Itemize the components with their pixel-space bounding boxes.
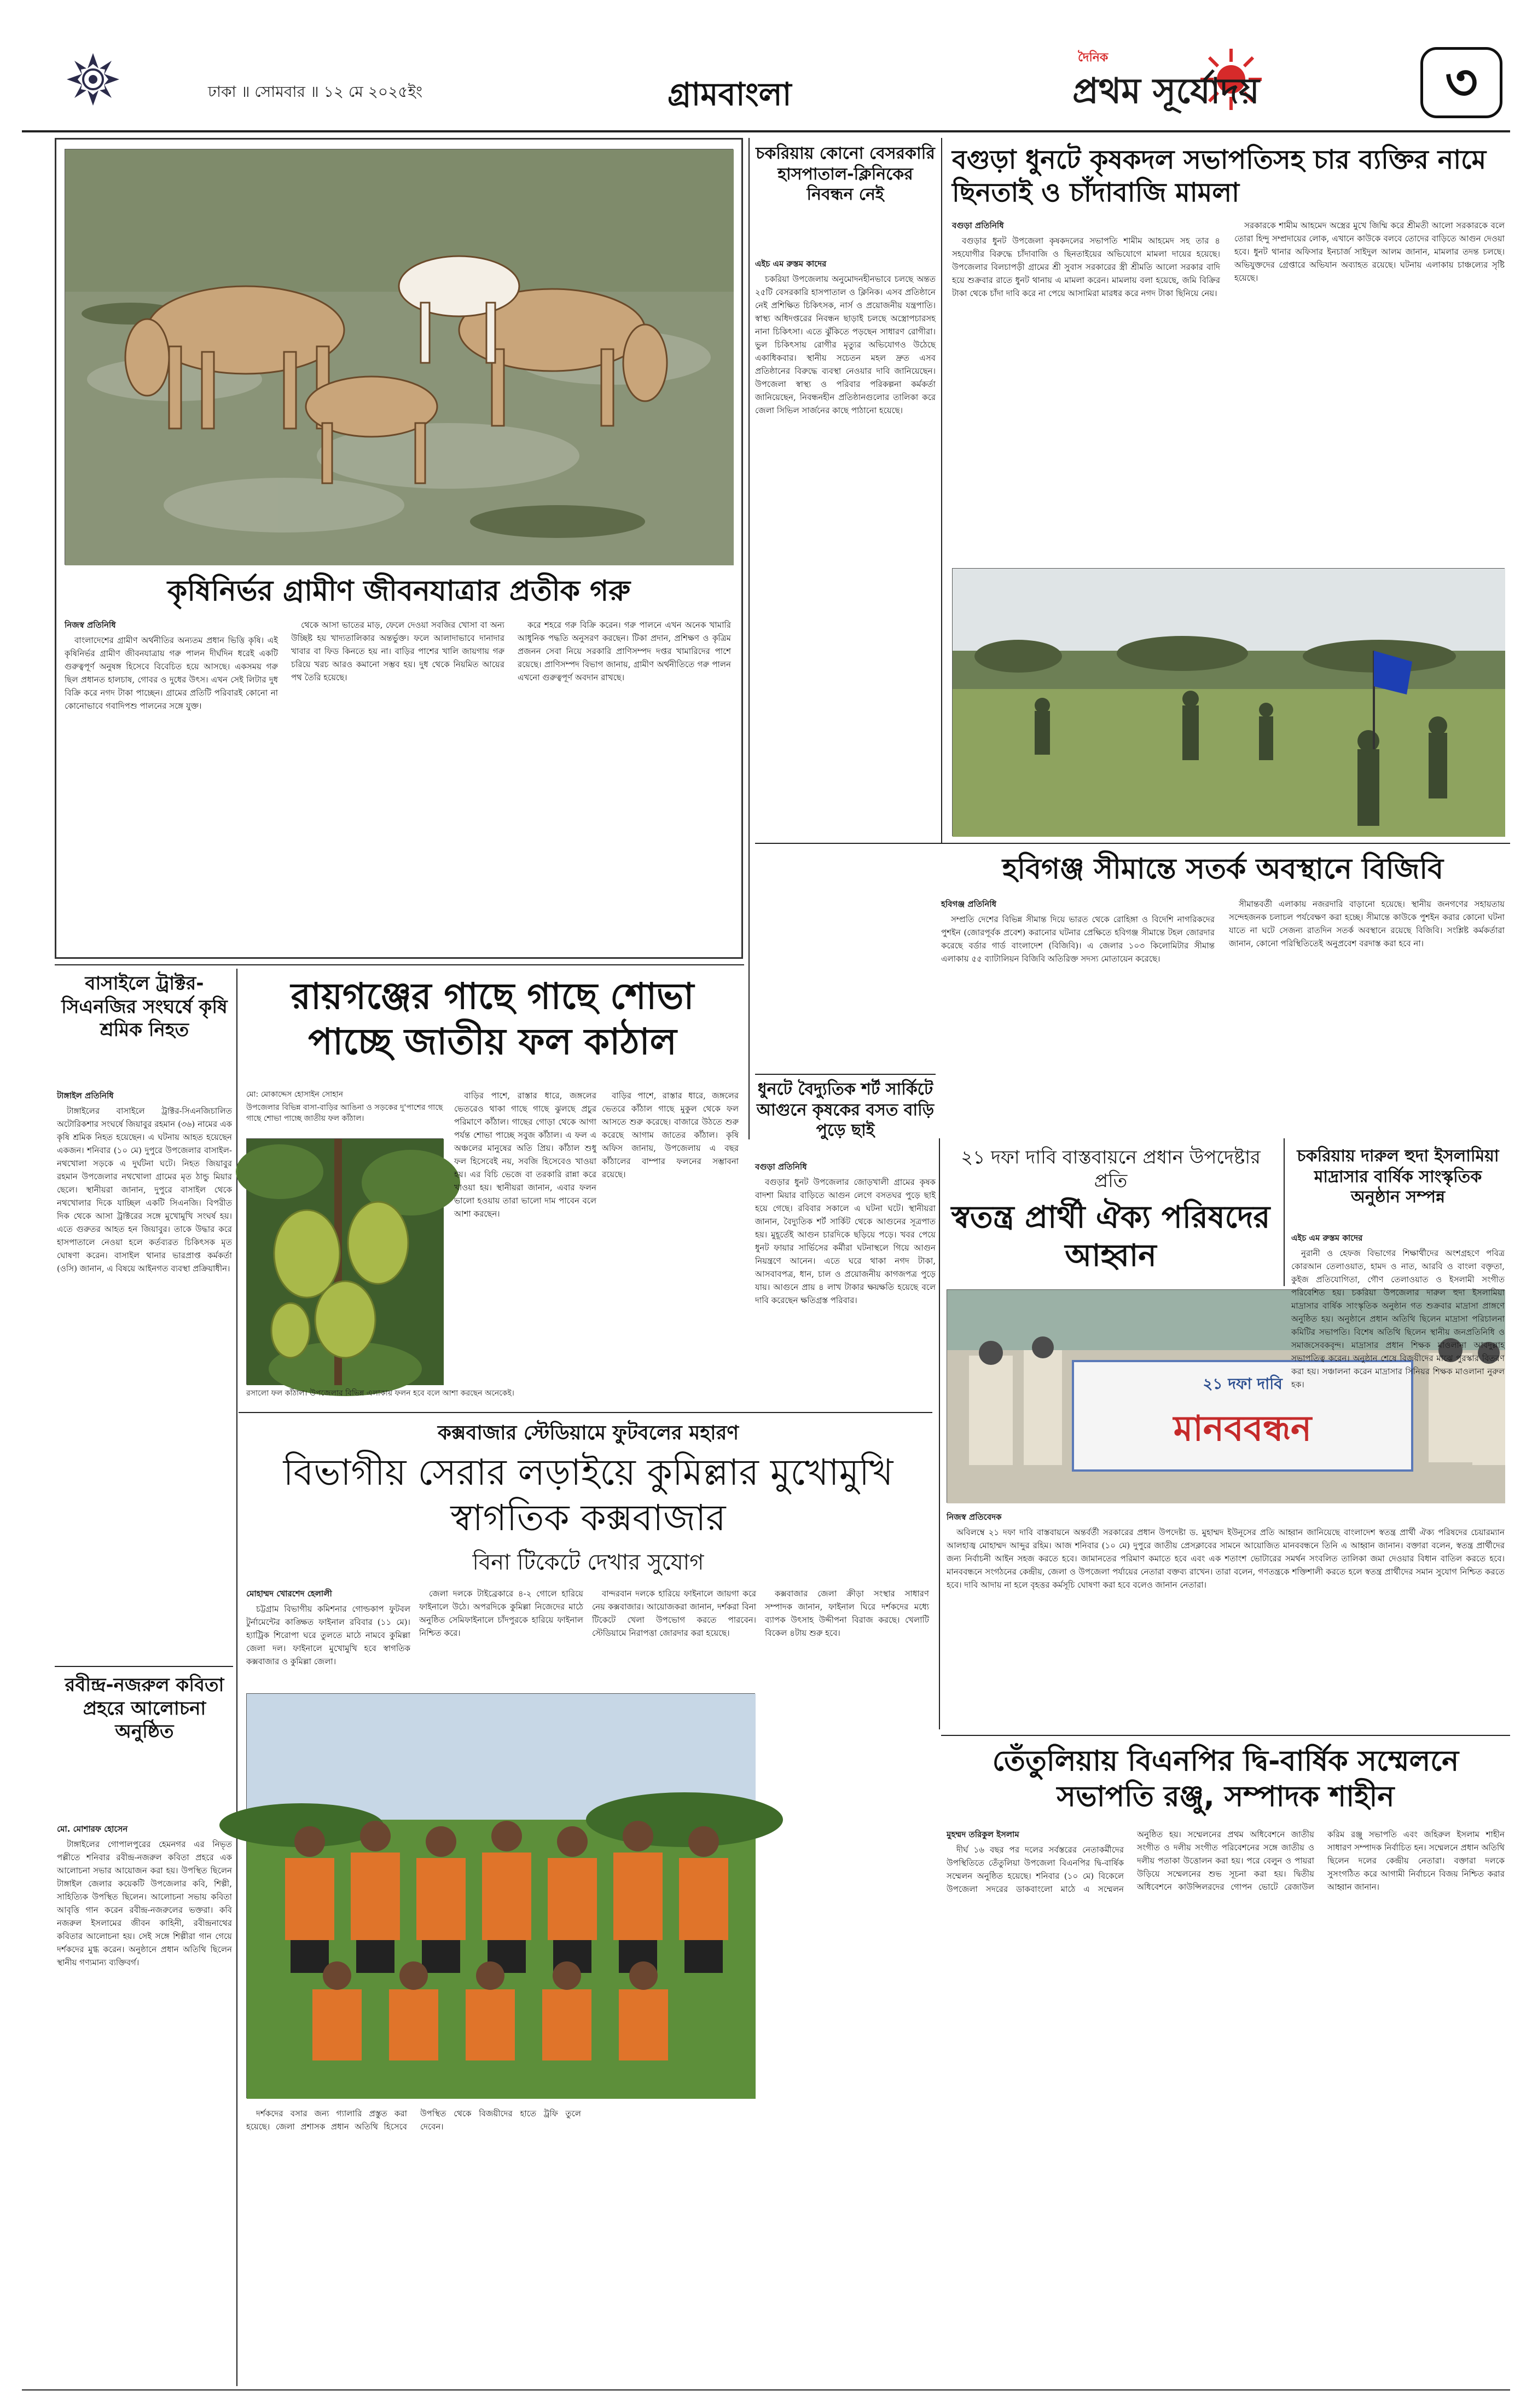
footer-rule bbox=[22, 2389, 1510, 2390]
football-subhead: বিনা টিকেটে দেখার সুযোগ bbox=[472, 1550, 704, 1575]
bnp-body bbox=[947, 1828, 1505, 2386]
bnp-byline: মুহম্মদ তরিকুল ইসলাম bbox=[947, 1830, 1019, 1839]
ornament-logo-icon bbox=[66, 52, 120, 107]
jackfruit-byline: মো: মোকাদ্দেস হোসাইন সোহান bbox=[246, 1090, 343, 1099]
banner-small-text: ২১ দফা দাবি bbox=[1203, 1375, 1283, 1393]
hospital-headline: চকরিয়ায় কোনো বেসরকারি হাসপাতাল-ক্লিনিকের নিবন্ধন নেই bbox=[756, 144, 935, 204]
fire-headline: ধুনটে বৈদ্যুতিক শর্ট সার্কিটে আগুনে কৃষকের বসত বাড়ি পুড়ে ছাই bbox=[756, 1080, 935, 1140]
cow-body-2: থেকে আসা ভাতের মাড়, ফেলে দেওয়া সবজির খোসা বা অন্য উচ্ছিষ্ট হয় খাদ্যতালিকার অন্তর্ভুক্ত। ফলে আলাদাভাবে দানাদার খাবার বা ফিড কিনতে হয় না। বাড়ির পাশের খালি জায়গায় গরু চরিয়ে খরচ আরও কমানো সম্ভব হয়। দুধ থেকে নিয়মিত আয়ের পথ তৈরি হয়েছে। bbox=[291, 620, 504, 682]
football-col-1 bbox=[246, 1587, 410, 1686]
dateline: ঢাকা ॥ সোমবার ॥ ১২ মে ২০২৫ইং bbox=[208, 83, 423, 101]
brand-logo bbox=[1072, 44, 1401, 120]
bgb-patrol-photo bbox=[952, 568, 1505, 836]
independent-byline: নিজস্ব প্রতিবেদক bbox=[947, 1512, 1002, 1522]
cow-col-1 bbox=[65, 618, 278, 947]
fire-byline: বগুড়া প্রতিনিধি bbox=[755, 1162, 807, 1172]
fire-text: বগুড়ার ধুনট উপজেলার জোড়খালী গ্রামের কৃষক বাদশা মিয়ার বাড়িতে আগুন লেগে বসতঘর পুড়ে ছাই হয়ে গেছে। রবিবার সকালে এ ঘটনা ঘটে। স্থানীয়রা জানান, বৈদ্যুতিক শর্ট সার্কিট থেকে আগুনের সূত্রপাত হয়। মুহূর্তেই আগুন চারদিকে ছড়িয়ে পড়ে। খবর পেয়ে ধুনট ফায়ার সার্ভিসের কর্মীরা ঘটনাস্থলে গিয়ে আগুন নিয়ন্ত্রণে আনেন। এতে ঘরে থাকা নগদ টাকা, আসবাবপত্র, ধান, চাল ও প্রয়োজনীয় কাগজপত্র পুড়ে যায়। আগুনে প্রায় ৪ লাখ টাকার ক্ষয়ক্ষতি হয়েছে বলে দাবি করেছেন ক্ষতিগ্রস্ত পরিবার। bbox=[755, 1177, 936, 1305]
poetry-headline: রবীন্দ্র-নজরুল কবিতা প্রহরে আলোচনা অনুষ্ঠিত bbox=[65, 1674, 224, 1743]
tractor-byline: টাঙ্গাইল প্রতিনিধি bbox=[57, 1091, 114, 1101]
football-body-2: জেলা দলকে টাইব্রেকারে ৪-২ গোলে হারিয়ে ফাইনালে উঠে। অপরদিকে কুমিল্লা নিজেদের মাঠে অনুষ্ঠিত সেমিফাইনালে চাঁদপুরকে হারিয়ে ফাইনাল নিশ্চিত করে। bbox=[419, 1589, 583, 1638]
cow-byline: নিজস্ব প্রতিনিধি bbox=[65, 620, 116, 630]
tractor-text: টাঙ্গাইলের বাসাইলে ট্রাক্টর-সিএনজিচালিত অটোরিকশার সংঘর্ষে জিয়াবুর রহমান (৩৬) নামের এক কৃষি শ্রমিক নিহত হয়েছেন। এ ঘটনায় আহত হয়েছেন একজন। শনিবার (১০ মে) দুপুরে উপজেলার বাসাইল-নথখোলা সড়কে এ দুর্ঘটনা ঘটে। নিহত জিয়াবুর রহমান উপজেলার নথখোলা গ্রামের মৃত ঠান্ডু মিয়ার ছেলে। স্থানীয়রা জানান, দুপুরে বাসাইল থেকে নথখোলার দিকে যাচ্ছিল একটি সিএনজি। বিপরীত দিক থেকে আসা ট্রাক্টরের সঙ্গে মুখোমুখি সংঘর্ষ হয়। এতে গুরুতর আহত হন জিয়াবুর। তাকে উদ্ধার করে হাসপাতালে নেওয়া হলে কর্তব্যরত চিকিৎসক মৃত ঘোষণা করেন। বাসাইল থানার ভারপ্রাপ্ত কর্মকর্তা (ওসি) জানান, এ বিষয়ে আইনগত ব্যবস্থা প্রক্রিয়াধীন। bbox=[57, 1106, 232, 1274]
cow-col-2 bbox=[291, 618, 504, 947]
independent-text: অবিলম্বে ২১ দফা দাবি বাস্তবায়নে অন্তর্বর্তী সরকারের প্রধান উপদেষ্টা ড. মুহাম্মদ ইউনূসের প্রতি আহ্বান জানিয়েছে বাংলাদেশ স্বতন্ত্র প্রার্থী ঐক্য পরিষদের চেয়ারম্যান আলহাজ্ব মোহাম্মদ আব্দুর রহিম। আজ শনিবার (১০ মে) দুপুরে জাতীয় প্রেসক্লাবের সামনে আয়োজিত মানববন্ধনে তিনি এ আহ্বান জানান। বক্তারা বলেন, স্বতন্ত্র প্রার্থীদের জন্য নির্বাচনী আইন সহজ করতে হবে। জামানতের পরিমাণ কমাতে হবে এবং এক শতাংশ ভোটারের সমর্থন সংবলিত তালিকা জমা দেওয়ার বিধান বাতিল করতে হবে। মানববন্ধনে সংগঠনের কেন্দ্রীয়, জেলা ও উপজেলা পর্যায়ের নেতারা বক্তব্য রাখেন। তারা বলেন, গণতন্ত্রকে শক্তিশালী করতে হলে স্বতন্ত্র প্রার্থীদের সমান সুযোগ নিশ্চিত করতে হবে। দাবি আদায় না হলে বৃহত্তর কর্মসূচি ঘোষণা করা হবে বলেও জানান নেতারা। bbox=[947, 1527, 1505, 1590]
madrasa-headline: চকরিয়ায় দারুল হুদা ইসলামিয়া মাদ্রাসার বার্ষিক সাংস্কৃতিক অনুষ্ঠান সম্পন্ন bbox=[1297, 1147, 1499, 1207]
football-col-2 bbox=[419, 1587, 583, 1686]
bogura-byline: বগুড়া প্রতিনিধি bbox=[952, 221, 1004, 230]
cow-headline: কৃষিনির্ভর গ্রামীণ জীবনযাত্রার প্রতীক গরু bbox=[167, 575, 631, 607]
jackfruit-col-far bbox=[602, 1089, 739, 1385]
banner-main-text: মানববন্ধন bbox=[1173, 1409, 1312, 1449]
bogura-col-2 bbox=[1234, 219, 1505, 558]
hospital-body bbox=[755, 257, 936, 1067]
tractor-body bbox=[57, 1089, 232, 1658]
football-col-3 bbox=[592, 1587, 756, 1686]
jackfruit-tree-photo bbox=[246, 1138, 443, 1385]
jackfruit-body-right: বাড়ির পাশে, রাস্তার ধারে, জঙ্গলের ভেতরেও থাকা গাছে গাছে ঝুলছে প্রচুর পরিমাণে কাঁঠাল। গাছের গোড়া থেকে আগা পর্যন্ত শোভা পাচ্ছে সবুজ কাঁঠাল। এ ফল এ অঞ্চলের মানুষের অতি প্রিয়। কাঁঠাল শুধু ফল হিসেবেই নয়, সবজি হিসেবেও খাওয়া হয়। এর বিচি ভেজে বা তরকারি রান্না করে খাওয়া হয়। স্থানীয়রা জানান, এবার ফলন ভালো হওয়ায় তারা ভালো দাম পাবেন বলে আশা করছেন। bbox=[454, 1091, 596, 1219]
page-number: ৩ bbox=[1420, 47, 1502, 118]
football-team-photo bbox=[246, 1693, 755, 2098]
bgb-col-2 bbox=[1229, 898, 1505, 1067]
independent-kicker: ২১ দফা দাবি বাস্তবায়নে প্রধান উপদেষ্টার প্রতি bbox=[961, 1147, 1261, 1192]
football-body-4: কক্সবাজার জেলা ক্রীড়া সংস্থার সাধারণ সম্পাদক জানান, ফাইনাল ঘিরে দর্শকদের মধ্যে ব্যাপক উৎসাহ উদ্দীপনা বিরাজ করছে। খেলাটি বিকেল ৪টায় শুরু হবে। bbox=[765, 1589, 929, 1638]
tractor-headline: বাসাইলে ট্রাক্টর-সিএনজির সংঘর্ষে কৃষি শ্রমিক নিহত bbox=[61, 973, 228, 1041]
bgb-body-1: সম্প্রতি দেশের বিভিন্ন সীমান্ত দিয়ে ভারত থেকে রোহিঙ্গা ও বিদেশি নাগরিকদের পুশইন (জোরপূর্বক প্রবেশ) করানোর ঘটনার প্রেক্ষিতে হবিগঞ্জ সীমান্তে টহল জোরদার করেছে বর্ডার গার্ড বাংলাদেশ (বিজিবি)। এ জেলার ১০৩ কিলোমিটার সীমান্ত এলাকায় ৫৫ ব্যাটালিয়ন বিজিবি অতিরিক্ত সদস্য মোতায়েন করেছে। bbox=[941, 914, 1215, 964]
bgb-body-2: সীমান্তবর্তী এলাকায় নজরদারি বাড়ানো হয়েছে। স্থানীয় জনগণের সহায়তায় সন্দেহজনক চলাচল পর্যবেক্ষণ করা হচ্ছে। সীমান্তে কাউকে পুশইন করার কোনো ঘটনা যাতে না ঘটে সেজন্য রাতদিন সতর্ক অবস্থানে রয়েছে বিজিবি। সংশ্লিষ্ট কর্মকর্তারা জানান, কোনো পরিস্থিতিতেই অনুপ্রবেশ বরদাস্ত করা হবে না। bbox=[1229, 899, 1505, 948]
poetry-body bbox=[57, 1822, 232, 2386]
football-col-4 bbox=[765, 1587, 929, 2145]
bogura-headline: বগুড়া ধুনটে কৃষকদল সভাপতিসহ চার ব্যক্তির নামে ছিনতাই ও চাঁদাবাজি মামলা bbox=[952, 144, 1487, 208]
bogura-body-2: সরকারকে শামীম আহমেদ অস্ত্রের মুখে জিম্মি করে শ্রীমতী আলো সরকারকে বলে তোরা হিন্দু সম্প্রদায়ের লোক, এখানে কাউকে বলবে তোদের বাড়িতে আগুন দেওয়া হবে। ধুনট থানার অফিসার ইনচার্জ সাইদুল আলম জানান, মামলার তদন্ত চলছে। অভিযুক্তদের গ্রেপ্তারে অভিযান অব্যাহত রয়েছে। ঘটনায় এলাকায় চাঞ্চল্যের সৃষ্টি হয়েছে। bbox=[1234, 221, 1505, 283]
football-col-5 bbox=[246, 2107, 755, 2381]
football-byline: মোহাম্মদ খোরশেদ হেলালী bbox=[246, 1589, 332, 1599]
jackfruit-headline: রায়গঞ্জের গাছে গাছে শোভা পাচ্ছে জাতীয় ফল কাঠাল bbox=[291, 975, 694, 1063]
brand-small: দৈনিক bbox=[1078, 51, 1109, 65]
madrasa-body bbox=[1291, 1231, 1505, 1390]
football-body-1: চট্টগ্রাম বিভাগীয় কমিশনার গোল্ডকাপ ফুটবল টুর্নামেন্টের কাঙ্ক্ষিত ফাইনাল রবিবার (১১ মে)। হ্যাট্রিক শিরোপা ঘরে তুলতে মাঠে নামবে কুমিল্লা জেলা দল। ফাইনালে মুখোমুখি হবে স্বাগতিক কক্সবাজার ও কুমিল্লা জেলা। bbox=[246, 1604, 410, 1666]
football-kicker: কক্সবাজার স্টেডিয়ামে ফুটবলের মহারণ bbox=[437, 1422, 739, 1444]
hospital-text: চকরিয়া উপজেলায় অনুমোদনহীনভাবে চলছে অন্তত ২৫টি বেসরকারি হাসপাতাল ও ক্লিনিক। এসব প্রতিষ্ঠানে নেই প্রশিক্ষিত চিকিৎসক, নার্স ও প্রয়োজনীয় যন্ত্রপাতি। স্বাস্থ্য অধিদপ্তরের নিবন্ধন ছাড়াই চলছে অস্ত্রোপচারসহ নানা চিকিৎসা। এতে ঝুঁকিতে পড়ছেন সাধারণ রোগীরা। ভুল চিকিৎসায় রোগীর মৃত্যুর অভিযোগও উঠেছে একাধিকবার। স্থানীয় সচেতন মহল দ্রুত এসব প্রতিষ্ঠানের বিরুদ্ধে ব্যবস্থা নেওয়ার দাবি জানিয়েছেন। উপজেলা স্বাস্থ্য ও পরিবার পরিকল্পনা কর্মকর্তা জানিয়েছেন, নিবন্ধনহীন প্রতিষ্ঠানগুলোর তালিকা করে জেলা সিভিল সার্জনের কাছে পাঠানো হয়েছে। bbox=[755, 274, 936, 415]
poetry-text: টাঙ্গাইলের গোপালপুরের হেমনগর এর নিভৃত পল্লীতে শনিবার রবীন্দ্র-নজরুল কবিতা প্রহরে এক আলোচনা সভার আয়োজন করা হয়। উপস্থিত ছিলেন টাঙ্গাইল জেলার কয়েকটি উপজেলার কবি, শিল্পী, সাহিত্যিক উপস্থিত ছিলেন। আলোচনা সভায় কবিতা আবৃত্তি গান করেন রবীন্দ্র-নজরুলের ভক্তরা। কবি নজরুল ইসলামের জীবন কাহিনী, রবীন্দ্রনাথের কবিতার আলোচনা হয়। সেই সঙ্গে শিল্পীরা গান গেয়ে দর্শকদের মুগ্ধ করেন। অনুষ্ঠানে প্রধান অতিথি ছিলেন স্থানীয় গণ্যমান্য ব্যক্তিবর্গ। bbox=[57, 1839, 232, 1967]
section-title: গ্রামবাংলা bbox=[668, 76, 792, 113]
jackfruit-intro: উপজেলার বিভিন্ন বাসা-বাড়ির আঙিনা ও সড়কের দু'পাশের গাছে গাছে শোভা পাচ্ছে জাতীয় ফল কাঁঠাল। bbox=[246, 1103, 443, 1123]
grazing-cows-photo bbox=[65, 149, 733, 565]
football-body-5: দর্শকদের বসার জন্য গ্যালারি প্রস্তুত করা হয়েছে। জেলা প্রশাসক প্রধান অতিথি হিসেবে উপস্থিত থেকে বিজয়ীদের হাতে ট্রফি তুলে দেবেন। bbox=[246, 2109, 581, 2132]
bnp-text: দীর্ঘ ১৬ বছর পর দলের সর্বস্তরের নেতাকর্মীদের উপস্থিতিতে তেঁতুলিয়া উপজেলা বিএনপির দ্বি-বার্ষিক সম্মেলন অনুষ্ঠিত হয়েছে। শনিবার (১০ মে) বিকেলে উপজেলা সদরের ডাকবাংলো মাঠে এ সম্মেলন অনুষ্ঠিত হয়। সম্মেলনের প্রথম অধিবেশনে জাতীয় সংগীত ও দলীয় সংগীত পরিবেশনের সঙ্গে জাতীয় ও দলীয় পতাকা উত্তোলন করা হয়। পরে বেলুন ও পায়রা উড়িয়ে সম্মেলনের শুভ সূচনা করা হয়। দ্বিতীয় অধিবেশনে কাউন্সিলরদের গোপন ভোটে রেজাউল করিম রঞ্জু সভাপতি এবং জহিরুল ইসলাম শাহীন সাধারণ সম্পাদক নির্বাচিত হন। সম্মেলনে প্রধান অতিথি ছিলেন দলের কেন্দ্রীয় নেতারা। বক্তারা দলকে সুসংগঠিত করে আগামী নির্বাচনে বিজয় নিশ্চিত করার আহ্বান জানান। bbox=[947, 1830, 1505, 1894]
cow-body-3: করে শহরে গরু বিক্রি করেন। গরু পালনে এখন অনেক খামারি আধুনিক পদ্ধতি অনুসরণ করছেন। টিকা প্রদান, প্রশিক্ষণ ও কৃত্রিম প্রজনন সেবা নিয়ে সরকারি প্রাণিসম্পদ দপ্তর খামারিদের পাশে রয়েছে। প্রাণিসম্পদ বিভাগ জানায়, গ্রামীণ অর্থনীতিতে গরু পালন এখনো গুরুত্বপূর্ণ অবদান রাখছে। bbox=[518, 620, 731, 682]
bogura-col-1 bbox=[952, 219, 1220, 558]
independent-headline: স্বতন্ত্র প্রার্থী ঐক্য পরিষদের আহ্বান bbox=[951, 1200, 1270, 1274]
football-headline: বিভাগীয় সেরার লড়াইয়ে কুমিল্লার মুখোমুখি স্বাগতিক কক্সবাজার bbox=[283, 1451, 893, 1539]
masthead-rule bbox=[22, 130, 1510, 132]
bgb-col-1 bbox=[941, 898, 1215, 1067]
bgb-headline: হবিগঞ্জ সীমান্তে সতর্ক অবস্থানে বিজিবি bbox=[1002, 853, 1444, 885]
hospital-byline: এইচ এম রুস্তম কাদের bbox=[755, 259, 827, 269]
madrasa-text: নুরানী ও হেফজ বিভাগের শিক্ষার্থীদের অংশগ্রহণে পবিত্র কোরআন তেলাওয়াত, হামদ ও নাত, আরবি ও বাংলা বক্তৃতা, কুইজ প্রতিযোগিতা, গৌণ তেলাওয়াত ও ইসলামী সংগীত পরিবেশিত হয়। চকরিয়া উপজেলার দারুল হুদা ইসলামিয়া মাদ্রাসার বার্ষিক সাংস্কৃতিক অনুষ্ঠান গত শুক্রবার মাদ্রাসা প্রাঙ্গণে অনুষ্ঠিত হয়। অনুষ্ঠানে প্রধান অতিথি ছিলেন মাদ্রাসা পরিচালনা কমিটির সভাপতি। বিশেষ অতিথি ছিলেন স্থানীয় জনপ্রতিনিধি ও সমাজসেবকবৃন্দ। মাদ্রাসার প্রধান শিক্ষক মাওলানা আবদুল্লাহ সভাপতিত্ব করেন। অনুষ্ঠান শেষে বিজয়ীদের মাঝে পুরস্কার বিতরণ করা হয়। সঞ্চালনা করেন মাদ্রাসার সিনিয়র শিক্ষক মাওলানা নুরুল হক। bbox=[1291, 1248, 1505, 1390]
cow-col-3 bbox=[518, 618, 731, 947]
brand-main: প্রথম সূর্যোদয় bbox=[1072, 71, 1260, 112]
bnp-headline: তেঁতুলিয়ায় বিএনপির দ্বি-বার্ষিক সম্মেলনে সভাপতি রঞ্জু, সম্পাদক শাহীন bbox=[992, 1745, 1459, 1813]
jackfruit-col-right bbox=[454, 1089, 596, 1385]
independent-body bbox=[947, 1510, 1505, 1729]
cow-body-1: বাংলাদেশের গ্রামীণ অর্থনীতির অন্যতম প্রধান ভিত্তি কৃষি। এই কৃষিনির্ভর গ্রামীণ জীবনযাত্রায় গরু পালন দীর্ঘদিন ধরেই একটি গুরুত্বপূর্ণ অনুষঙ্গ হিসেবে বিবেচিত হয়ে আসছে। একসময় গরু ছিল প্রধানত হালচাষ, গোবর ও দুধের উৎস। এখন সেই লিটার দুধ বিক্রি করে নগদ টাকা পাচ্ছেন। গ্রামের প্রতিটি পরিবারই কোনো না কোনোভাবে গবাদিপশু পালনের সঙ্গে যুক্ত। bbox=[65, 635, 278, 711]
masthead bbox=[0, 0, 1532, 131]
bgb-byline: হবিগঞ্জ প্রতিনিধি bbox=[941, 899, 997, 909]
jackfruit-caption: রসালো ফল কাঁঠাল। উপজেলার বিভিন্ন এলাকায় ফলন হবে বলে আশা করছেন অনেকেই। bbox=[246, 1389, 514, 1398]
poetry-byline: মো. মোশারফ হোসেন bbox=[57, 1824, 128, 1834]
bogura-body-1: বগুড়ার ধুনট উপজেলা কৃষকদলের সভাপতি শামীম আহমেদ সহ তার ৪ সহযোগীর বিরুদ্ধে চাঁদাবাজি ও ছিনতাইয়ের অভিযোগে মামলা দায়ের হয়েছে। উপজেলার বিলচাপড়ী গ্রামের শ্রী সুবাস সরকারের স্ত্রী শ্রীমতি আলো সরকার বাদি হয়ে শুক্রবার রাতে ধুনট থানায় এ মামলা করেন। মামলায় বলা হয়েছে, জমি বিক্রির টাকা থেকে চাঁদা দাবি করে না পেয়ে আসামিরা মারধর করে নগদ টাকা ছিনিয়ে নেয়। bbox=[952, 236, 1220, 298]
football-body-3: বান্দরবান দলকে হারিয়ে ফাইনালে জায়গা করে নেয় কক্সবাজার। আয়োজকরা জানান, দর্শকরা বিনা টিকেটে খেলা উপভোগ করতে পারবেন। স্টেডিয়ামে নিরাপত্তা জোরদার করা হয়েছে। bbox=[592, 1589, 756, 1638]
jackfruit-body-far: বাড়ির পাশে, রাস্তার ধারে, জঙ্গলের ভেতরে কাঁঠাল গাছে মুকুল থেকে ফল আসতে শুরু করেছে। বাজারে উঠতে শুরু করেছে আগাম জাতের কাঁঠাল। কৃষি অফিস জানায়, উপজেলায় এ বছর কাঁঠালের বাম্পার ফলনের সম্ভাবনা রয়েছে। bbox=[602, 1091, 739, 1179]
madrasa-byline: এইচ এম রুস্তম কাদের bbox=[1291, 1233, 1363, 1243]
